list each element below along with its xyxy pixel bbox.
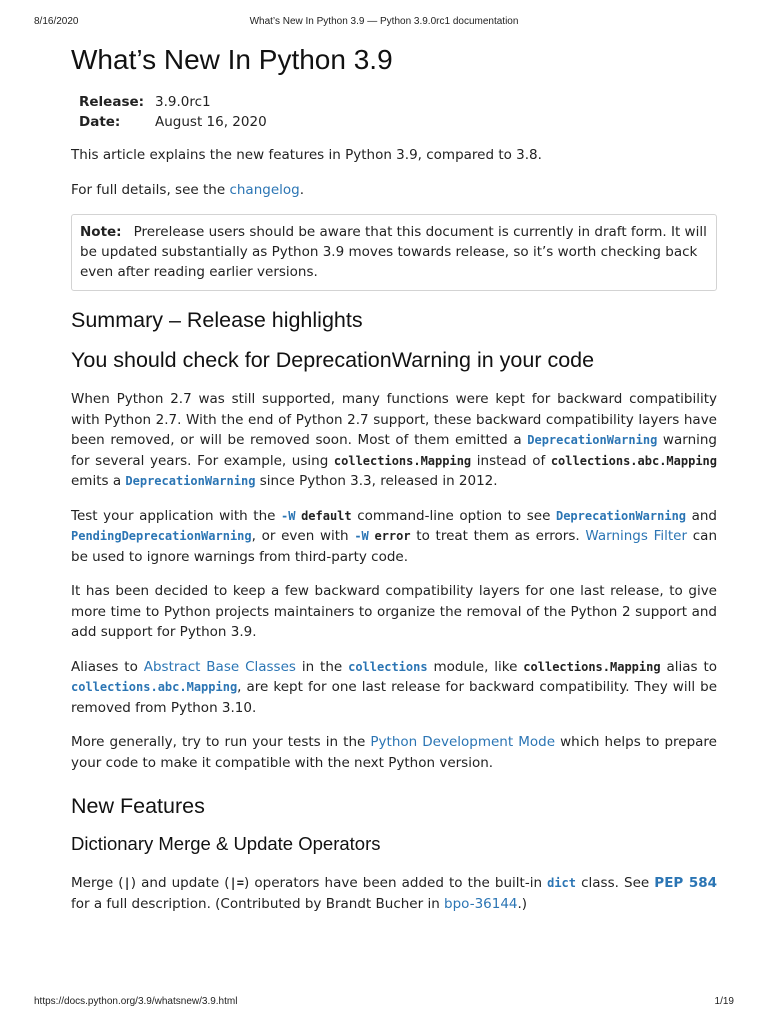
deprecationwarning-link[interactable]: DeprecationWarning — [527, 433, 658, 447]
page-number: 1/19 — [714, 996, 734, 1007]
abc-link[interactable]: Abstract Base Classes — [143, 658, 296, 675]
note-label: Note: — [80, 224, 122, 240]
release-label: Release: — [79, 94, 145, 110]
print-header — [34, 16, 734, 30]
collections-abc-mapping-link[interactable]: collections.abc.Mapping — [71, 680, 238, 694]
page-title: What’s New In Python 3.9 — [71, 44, 393, 75]
deprecationwarning-link[interactable]: DeprecationWarning — [555, 508, 687, 523]
deprecation-paragraph-5: More generally, try to run your tests in the Python Development Mode which helps to prepare your code to make it compatible with the next Python version. — [71, 734, 717, 771]
note-box — [71, 214, 717, 291]
print-date: 8/16/2020 — [34, 16, 79, 27]
deprecation-paragraph-2: Test your application with the -W default command-line option to see DeprecationWarning and PendingDeprecationWarning, or even with -W error to treat them as errors. Warnings Filter can be used to ignore warnings from third-party code. — [71, 507, 717, 565]
release-value: 3.9.0rc1 — [155, 94, 211, 110]
new-features-heading: New Features — [71, 794, 205, 818]
deprecation-paragraph-4: Aliases to Abstract Base Classes in the collections module, like collections.Mapping alias to collections.abc.Mapping, are kept for one last release for backward compatibility. They will be removed from Python 3.10. — [71, 658, 718, 716]
dict-link[interactable]: dict — [547, 876, 577, 890]
print-url: https://docs.python.org/3.9/whatsnew/3.9.html — [34, 996, 238, 1007]
date-value: August 16, 2020 — [155, 114, 267, 130]
note-text: Prerelease users should be aware that this document is currently in draft form. It will be updated substantially as Python 3.9 moves towards release, so it’s worth checking back even after reading earlier versions. — [80, 224, 707, 280]
full-details-paragraph: For full details, see the changelog. — [71, 181, 304, 198]
pendingdeprecationwarning-link[interactable]: PendingDeprecationWarning — [71, 529, 252, 543]
w-option-link[interactable]: -W — [354, 529, 369, 543]
date-label: Date: — [79, 114, 121, 130]
summary-heading: Summary – Release highlights — [71, 308, 363, 332]
deprecationwarning-link[interactable]: DeprecationWarning — [125, 474, 256, 488]
deprecation-paragraph-3: It has been decided to keep a few backward compatibility layers for one last release, to give more time to Python projects maintainers to organize the removal of the Python 2 support and add support for Python 3.9. — [71, 583, 717, 640]
print-title: What’s New In Python 3.9 — Python 3.9.0rc1 documentation — [249, 16, 519, 27]
changelog-link[interactable]: changelog — [229, 181, 300, 198]
w-option-link[interactable]: -W — [281, 508, 296, 523]
document-body — [71, 42, 717, 914]
print-footer — [34, 996, 734, 1010]
dict-operators-paragraph: Merge (|) and update (|=) operators have been added to the built-in dict class. See PEP 584 for a full description. (Contributed by Brandt Bucher in bpo-36144.) — [71, 875, 717, 912]
deprecation-paragraph-1: When Python 2.7 was still supported, many functions were kept for backward compatibility with Python 2.7. With the end of Python 2.7 support, these backward compatibility layers have been removed, or will be removed soon. Most of them emitted a DeprecationWarning warning for several years. For example, using collections.Mapping instead of collections.abc.Mapping emits a DeprecationWarning since Python 3.3, released in 2012. — [71, 391, 717, 489]
intro-paragraph: This article explains the new features in Python 3.9, compared to 3.8. — [71, 147, 542, 163]
pep-584-link[interactable]: PEP 584 — [654, 875, 717, 891]
deprecation-heading: You should check for DeprecationWarning in your code — [71, 348, 595, 372]
warnings-filter-link[interactable]: Warnings Filter — [585, 528, 688, 544]
dict-operators-heading: Dictionary Merge & Update Operators — [71, 833, 381, 854]
collections-link[interactable]: collections — [348, 659, 428, 674]
bpo-36144-link[interactable]: bpo-36144 — [444, 895, 518, 912]
release-meta — [79, 92, 717, 133]
dev-mode-link[interactable]: Python Development Mode — [370, 734, 556, 750]
